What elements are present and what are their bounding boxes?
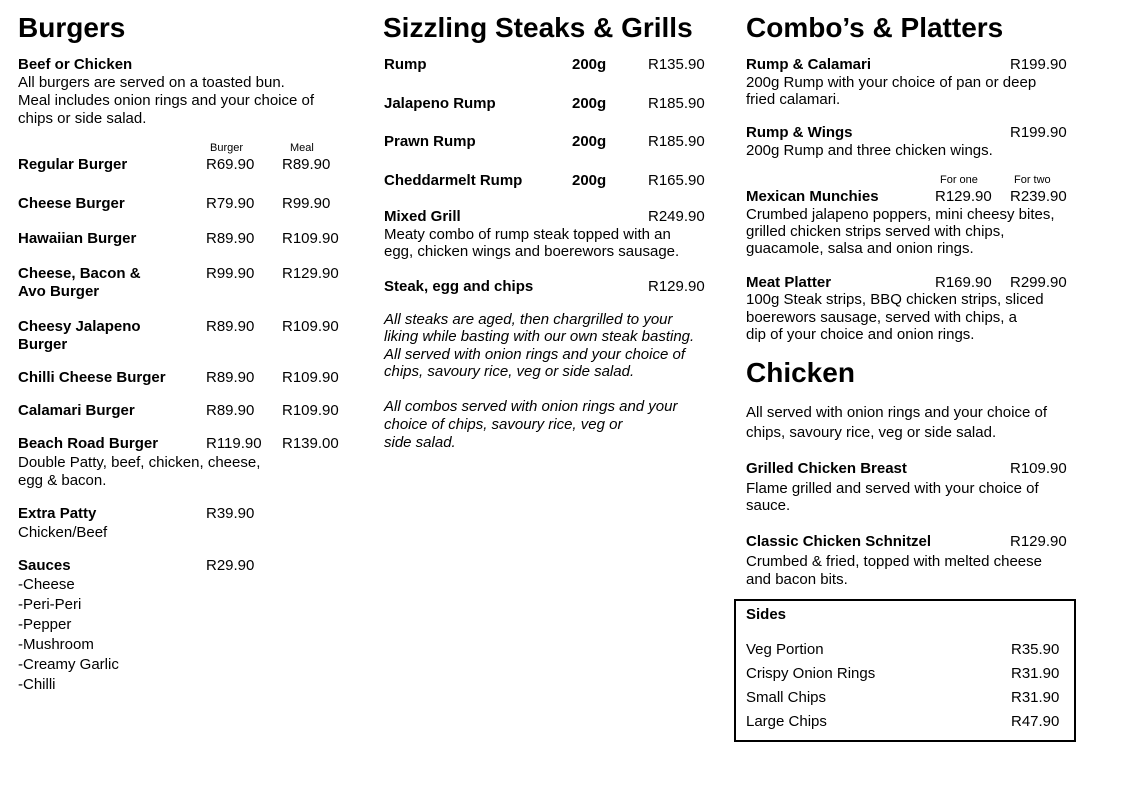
combo-desc: dip of your choice and onion rings. [746, 326, 975, 343]
combo-desc: fried calamari. [746, 91, 841, 108]
steak-note: All steaks are aged, then chargrilled to your [384, 311, 673, 328]
combo-desc: 100g Steak strips, BBQ chicken strips, sliced [746, 291, 1044, 308]
steak-item-name: Cheddarmelt Rump [384, 172, 523, 189]
burger-item-name: Burger [18, 336, 68, 353]
combo-desc: 200g Rump and three chicken wings. [746, 142, 993, 159]
meal-price: R109.90 [282, 230, 339, 247]
steak-weight: 200g [572, 133, 607, 150]
sauce-item: -Peri-Peri [18, 596, 82, 613]
chicken-title: Chicken [746, 357, 855, 388]
burger-item-name: Avo Burger [18, 283, 100, 300]
burger-item-name: Beach Road Burger [18, 435, 159, 452]
extra-patty-desc: Chicken/Beef [18, 524, 108, 541]
steak-note: chips, savoury rice, veg or side salad. [384, 363, 635, 380]
steak-egg-price: R129.90 [648, 278, 705, 295]
side-item-price: R47.90 [1011, 713, 1060, 730]
burgers-intro-line: Meal includes onion rings and your choice of [18, 92, 315, 109]
side-item-name: Veg Portion [746, 641, 824, 658]
burger-price: R89.90 [206, 230, 255, 247]
meal-price: R99.90 [282, 195, 331, 212]
sauces-name: Sauces [18, 557, 71, 574]
chicken-desc: sauce. [746, 497, 791, 514]
burger-item-name: Regular Burger [18, 156, 128, 173]
combo-desc: boerewors sausage, served with chips, a [746, 309, 1017, 326]
side-item-price: R31.90 [1011, 689, 1060, 706]
steak-egg-name: Steak, egg and chips [384, 278, 534, 295]
burger-price: R99.90 [206, 265, 255, 282]
extra-patty-price: R39.90 [206, 505, 255, 522]
col-header-for-one: For one [940, 174, 978, 186]
steak-weight: 200g [572, 172, 607, 189]
steak-price: R185.90 [648, 133, 705, 150]
side-item-name: Large Chips [746, 713, 827, 730]
chicken-price: R129.90 [1010, 533, 1067, 550]
steak-note: liking while basting with our own steak basting. [384, 328, 695, 345]
burgers-title: Burgers [18, 12, 126, 43]
burger-price: R89.90 [206, 402, 255, 419]
burger-item-name: Cheese Burger [18, 195, 125, 212]
steak-item-name: Prawn Rump [384, 133, 476, 150]
steak-note: All served with onion rings and your choice of [384, 346, 685, 363]
steak-price: R185.90 [648, 95, 705, 112]
burger-item-desc: Double Patty, beef, chicken, cheese, [18, 454, 261, 471]
chicken-desc: and bacon bits. [746, 571, 848, 588]
col-header-for-two: For two [1014, 174, 1051, 186]
burger-item-desc: egg & bacon. [18, 472, 107, 489]
chicken-intro: All served with onion rings and your choice of [746, 404, 1047, 421]
chicken-item-name: Classic Chicken Schnitzel [746, 533, 932, 550]
burger-item-name: Calamari Burger [18, 402, 135, 419]
steak-weight: 200g [572, 95, 607, 112]
steaks-title: Sizzling Steaks & Grills [383, 12, 693, 43]
sauce-item: -Cheese [18, 576, 75, 593]
steak-item-name: Jalapeno Rump [384, 95, 496, 112]
price-for-one: R169.90 [935, 274, 992, 291]
price-for-two: R299.90 [1010, 274, 1067, 291]
combo-price: R199.90 [1010, 124, 1067, 141]
sauce-item: -Creamy Garlic [18, 656, 119, 673]
steak-price: R165.90 [648, 172, 705, 189]
chicken-price: R109.90 [1010, 460, 1067, 477]
combo-item-name: Mexican Munchies [746, 188, 879, 205]
steak-item-name: Rump [384, 56, 427, 73]
burger-price: R69.90 [206, 156, 255, 173]
col-header-meal: Meal [290, 142, 314, 154]
combo-desc: 200g Rump with your choice of pan or deep [746, 74, 1037, 91]
combo-note: side salad. [384, 434, 456, 451]
chicken-desc: Crumbed & fried, topped with melted cheese [746, 553, 1042, 570]
burgers-intro-line: All burgers are served on a toasted bun. [18, 74, 285, 91]
combo-item-name: Meat Platter [746, 274, 832, 291]
combo-desc: grilled chicken strips served with chips, [746, 223, 1005, 240]
steak-weight: 200g [572, 56, 607, 73]
chicken-desc: Flame grilled and served with your choice of [746, 480, 1039, 497]
extra-patty-name: Extra Patty [18, 505, 97, 522]
col-header-burger: Burger [210, 142, 244, 154]
combos-title: Combo’s & Platters [746, 12, 1004, 43]
combo-price: R199.90 [1010, 56, 1067, 73]
chicken-item-name: Grilled Chicken Breast [746, 460, 907, 477]
burger-item-name: Cheesy Jalapeno [18, 318, 141, 335]
burgers-intro-heading: Beef or Chicken [18, 56, 133, 73]
burger-price: R89.90 [206, 369, 255, 386]
meal-price: R109.90 [282, 318, 339, 335]
side-item-price: R31.90 [1011, 665, 1060, 682]
burger-price: R79.90 [206, 195, 255, 212]
meal-price: R139.00 [282, 435, 339, 452]
combo-item-name: Rump & Wings [746, 124, 853, 141]
burger-item-name: Cheese, Bacon & [18, 265, 141, 282]
combo-note: choice of chips, savoury rice, veg or [384, 416, 623, 433]
burger-price: R89.90 [206, 318, 255, 335]
sides-title: Sides [746, 606, 787, 623]
mixed-grill-desc: Meaty combo of rump steak topped with an [384, 226, 671, 243]
combo-desc: Crumbed jalapeno poppers, mini cheesy bites, [746, 206, 1055, 223]
mixed-grill-price: R249.90 [648, 208, 705, 225]
meal-price: R109.90 [282, 402, 339, 419]
sauces-price: R29.90 [206, 557, 255, 574]
sauce-item: -Mushroom [18, 636, 94, 653]
sauce-item: -Chilli [18, 676, 56, 693]
chicken-intro: chips, savoury rice, veg or side salad. [746, 424, 997, 441]
sauce-item: -Pepper [18, 616, 72, 633]
price-for-one: R129.90 [935, 188, 992, 205]
combo-note: All combos served with onion rings and your [384, 398, 678, 415]
side-item-name: Small Chips [746, 689, 827, 706]
combo-item-name: Rump & Calamari [746, 56, 872, 73]
meal-price: R89.90 [282, 156, 331, 173]
mixed-grill-name: Mixed Grill [384, 208, 461, 225]
mixed-grill-desc: egg, chicken wings and boerewors sausage. [384, 243, 680, 260]
burger-price: R119.90 [206, 435, 262, 452]
side-item-name: Crispy Onion Rings [746, 665, 876, 682]
burger-item-name: Hawaiian Burger [18, 230, 137, 247]
meal-price: R109.90 [282, 369, 339, 386]
meal-price: R129.90 [282, 265, 339, 282]
burger-item-name: Chilli Cheese Burger [18, 369, 166, 386]
combo-desc: guacamole, salsa and onion rings. [746, 240, 974, 257]
steak-price: R135.90 [648, 56, 705, 73]
burgers-intro-line: chips or side salad. [18, 110, 147, 127]
price-for-two: R239.90 [1010, 188, 1067, 205]
side-item-price: R35.90 [1011, 641, 1060, 658]
